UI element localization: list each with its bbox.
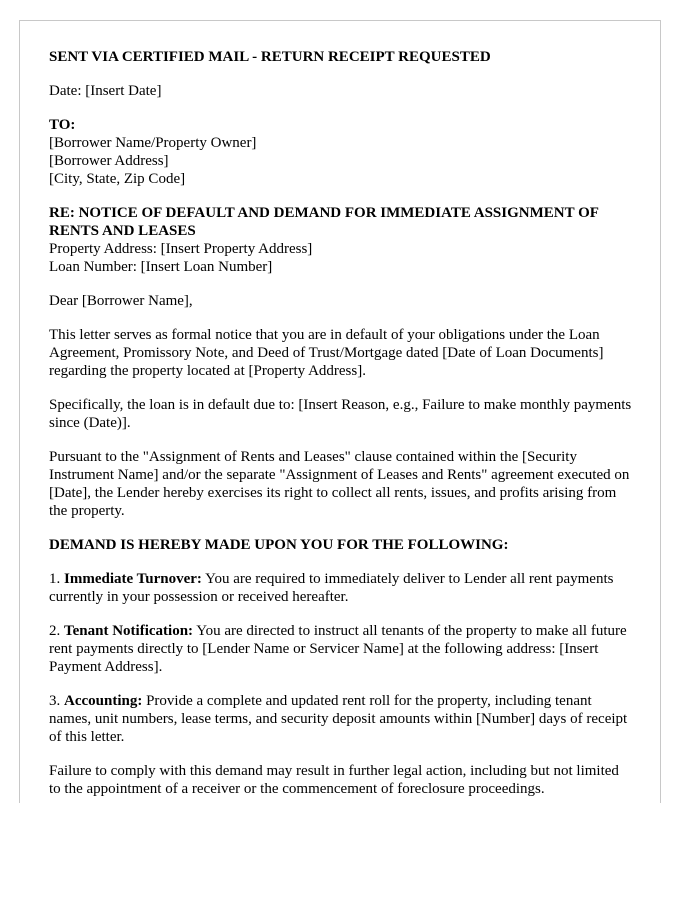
closing-paragraph: Failure to comply with this demand may result in further legal action, including but not limited to the appointment of a receiver or the commencement of foreclosure proceedings. xyxy=(49,763,619,797)
demand-item xyxy=(49,622,632,676)
demand-title: Tenant Notification: xyxy=(64,623,194,639)
letter-page xyxy=(19,20,661,803)
demand-number: 1. xyxy=(49,571,61,587)
body-paragraph-default-reason: Specifically, the loan is in default due to: [Insert Reason, e.g., Failure to make monthly payments since (Date)]. xyxy=(49,397,632,431)
recipient-city-state-zip: [City, State, Zip Code] xyxy=(49,171,186,187)
salutation: Dear [Borrower Name], xyxy=(49,293,193,309)
demand-heading: DEMAND IS HEREBY MADE UPON YOU FOR THE FOLLOWING: xyxy=(49,537,509,553)
demand-text: You are directed to instruct all tenants of the property to make all future rent payments directly to [Lender Name or Servicer Name] at the following address: [Insert Payment Address]. xyxy=(49,623,627,675)
demand-number: 2. xyxy=(49,623,61,639)
demand-number: 3. xyxy=(49,693,61,709)
loan-number-line: Loan Number: [Insert Loan Number] xyxy=(49,259,273,275)
demand-item xyxy=(49,692,632,746)
recipient-heading: TO: xyxy=(49,117,76,133)
body-paragraph-assignment-clause: Pursuant to the "Assignment of Rents and Leases" clause contained within the [Security Instrument Name] and/or the separate "Assignment of Leases and Rents" agreement executed on [Date], the Lender hereby exercises its right to collect all rents, issues, and profits arising from the property. xyxy=(49,449,630,519)
recipient-block xyxy=(49,116,632,188)
mail-notice: SENT VIA CERTIFIED MAIL - RETURN RECEIPT REQUESTED xyxy=(49,49,491,65)
recipient-address: [Borrower Address] xyxy=(49,153,169,169)
body-paragraph-default-notice: This letter serves as formal notice that you are in default of your obligations under the Loan Agreement, Promissory Note, and Deed of Trust/Mortgage dated [Date of Loan Documents] regarding the property located at [Property Address]. xyxy=(49,327,604,379)
demand-title: Accounting: xyxy=(64,693,143,709)
property-address-line: Property Address: [Insert Property Address] xyxy=(49,241,313,257)
date-line: Date: [Insert Date] xyxy=(49,83,162,99)
subject-block xyxy=(49,204,632,276)
demand-title: Immediate Turnover: xyxy=(64,571,202,587)
subject-line: RE: NOTICE OF DEFAULT AND DEMAND FOR IMMEDIATE ASSIGNMENT OF RENTS AND LEASES xyxy=(49,205,599,239)
demand-item xyxy=(49,570,632,606)
demand-text: You are required to immediately deliver to Lender all rent payments currently in your possession or received hereafter. xyxy=(49,571,614,605)
recipient-name: [Borrower Name/Property Owner] xyxy=(49,135,257,151)
demand-text: Provide a complete and updated rent roll for the property, including tenant names, unit numbers, lease terms, and security deposit amounts within [Number] days of receipt of this letter. xyxy=(49,693,628,745)
